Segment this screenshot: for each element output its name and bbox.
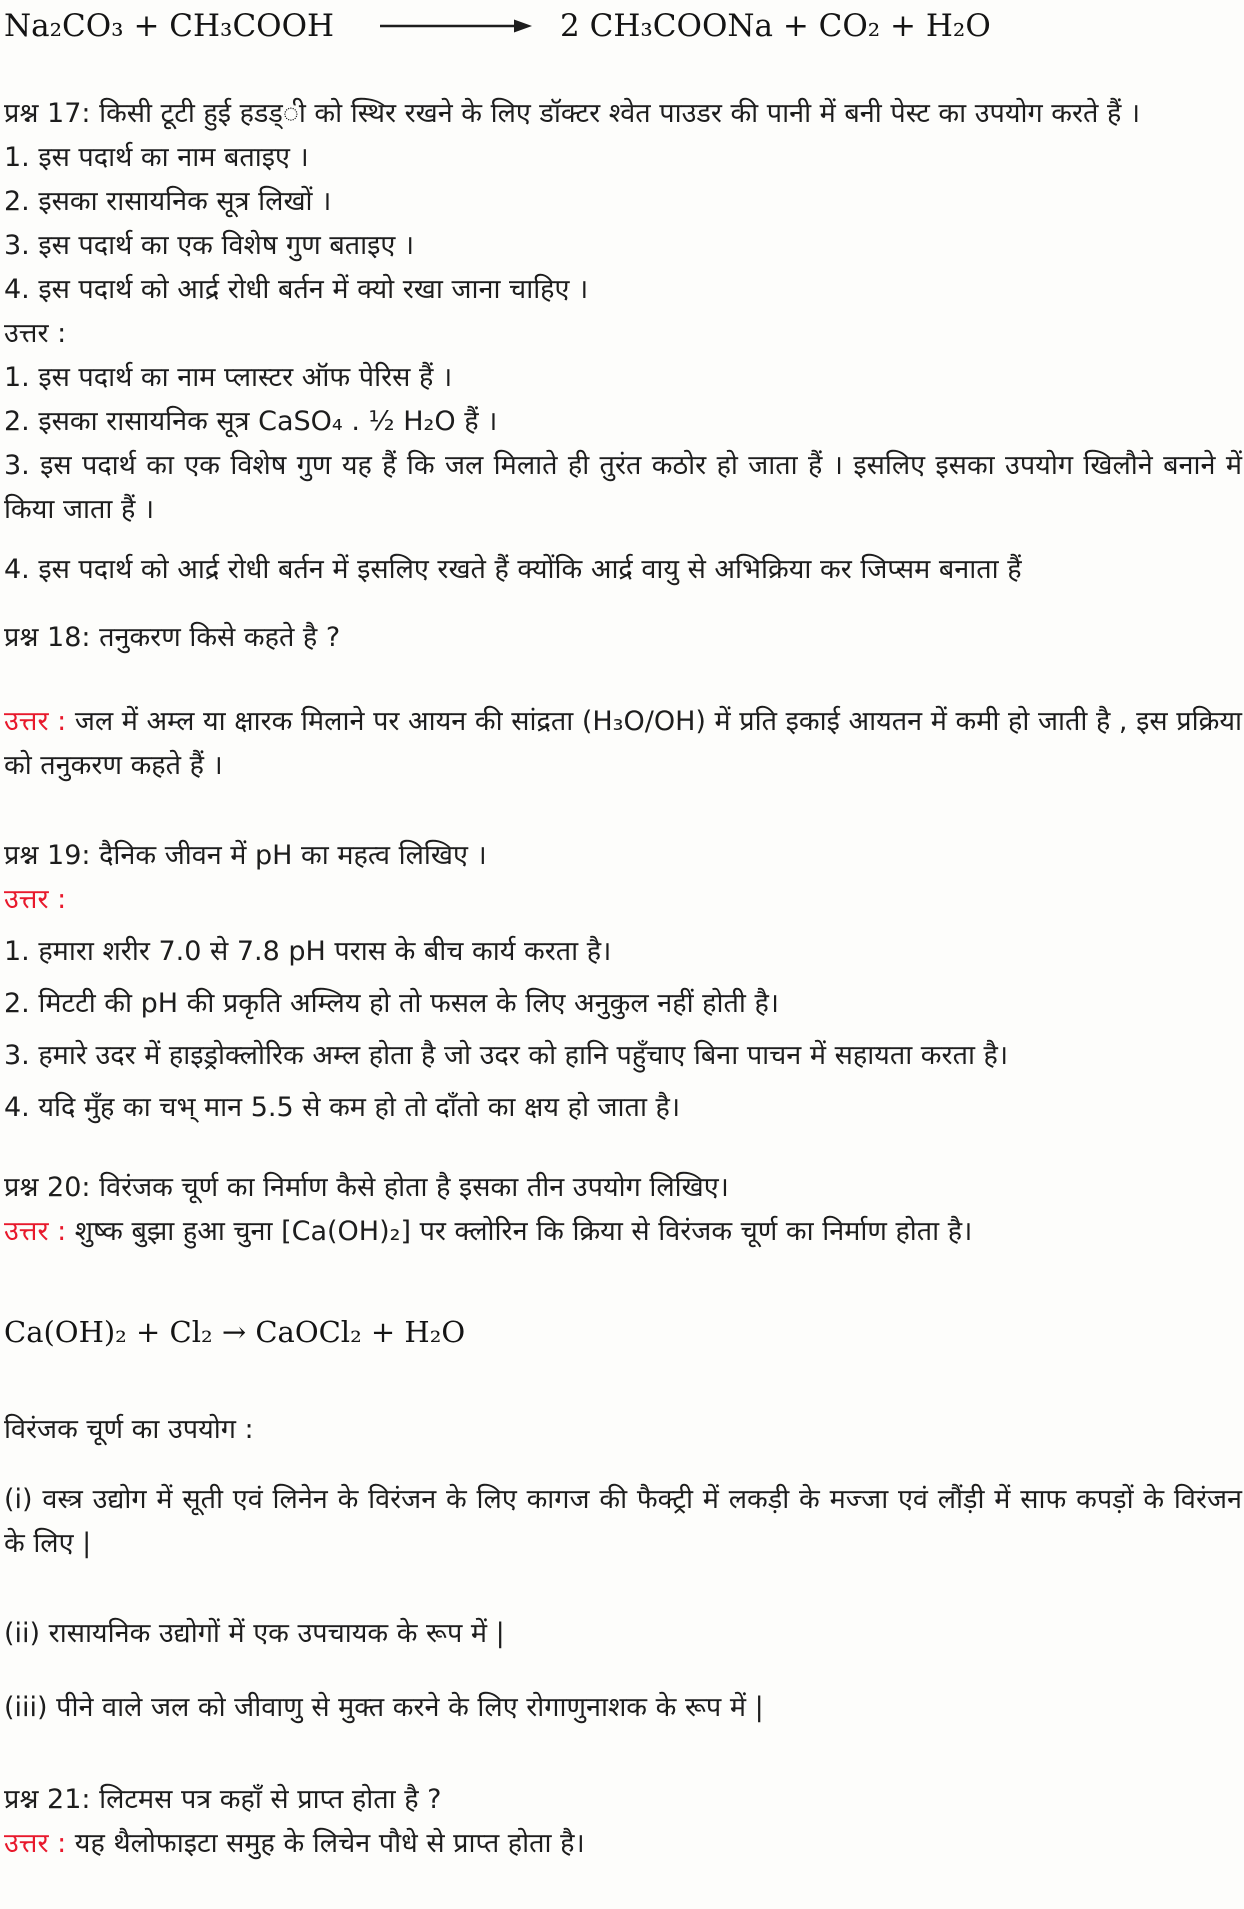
q19-point-1: 1. हमारा शरीर 7.0 से 7.8 pH परास के बीच कार्य करता है। xyxy=(4,936,612,967)
q19-point-4: 4. यदि मुँह का चभ् मान 5.5 से कम हो तो दाँतो का क्षय हो जाता है। xyxy=(4,1092,681,1123)
equation-lhs: Na₂CO₃ + CH₃COOH xyxy=(4,8,335,44)
question-21: प्रश्न 21: लिटमस पत्र कहाँ से प्राप्त होता है ? xyxy=(4,1784,442,1815)
reaction-arrow-icon xyxy=(380,18,532,34)
q18-answer xyxy=(4,700,1242,788)
q17-subquestion-1: 1. इस पदार्थ का नाम बताइए । xyxy=(4,142,309,173)
q17-answer-label xyxy=(4,312,1242,356)
chemical-equation-bleaching: Ca(OH)₂ + Cl₂ → CaOCl₂ + H₂O xyxy=(4,1315,466,1349)
q20-answer-text: शुष्क बुझा हुआ चुना [Ca(OH)₂] पर क्लोरिन कि क्रिया से विरंजक चूर्ण का निर्माण होता है। xyxy=(74,1216,973,1247)
answer-label-text: उत्तर : xyxy=(4,884,67,915)
answer-label-text: उत्तर : xyxy=(4,1828,67,1859)
equation-rhs: 2 CH₃COONa + CO₂ + H₂O xyxy=(560,8,991,44)
q17-subquestion-4: 4. इस पदार्थ को आर्द्र रोधी बर्तन में क्यो रखा जाना चाहिए । xyxy=(4,274,589,305)
q20-answer xyxy=(4,1210,1242,1254)
q19-point-3: 3. हमारे उदर में हाइड्रोक्लोरिक अम्ल होता है जो उदर को हानि पहुँचाए बिना पाचन में सहायता करता है। xyxy=(4,1040,1009,1071)
q21-answer-text: यह थैलोफाइटा समुह के लिचेन पौधे से प्राप्त होता है। xyxy=(74,1828,585,1859)
chemical-equation-top xyxy=(4,6,1242,46)
question-20: प्रश्न 20: विरंजक चूर्ण का निर्माण कैसे होता है इसका तीन उपयोग लिखिए। xyxy=(4,1172,729,1203)
q17-subquestion-2: 2. इसका रासायनिक सूत्र लिखों । xyxy=(4,186,332,217)
q17-answer-1: 1. इस पदार्थ का नाम प्लास्टर ऑफ पेरिस हैं । xyxy=(4,362,453,393)
question-18: प्रश्न 18: तनुकरण किसे कहते है ? xyxy=(4,622,341,653)
q17-answer-2: 2. इसका रासायनिक सूत्र CaSO₄ . ½ H₂O हैं । xyxy=(4,406,498,437)
q21-answer xyxy=(4,1822,1242,1866)
q19-point-2: 2. मिटटी की pH की प्रकृति अम्लिय हो तो फसल के लिए अनुकुल नहीं होती है। xyxy=(4,988,780,1019)
q20-use-2: (ii) रासायनिक उद्योगों में एक उपचायक के रूप में | xyxy=(4,1618,505,1649)
q17-answer-4: 4. इस पदार्थ को आर्द्र रोधी बर्तन में इसलिए रखते हैं क्योंकि आर्द्र वायु से अभिक्रिया कर जिप्सम बनाता हैं xyxy=(4,554,1022,585)
answer-label-text: उत्तर : xyxy=(4,706,67,737)
question-19: प्रश्न 19: दैनिक जीवन में pH का महत्व लिखिए । xyxy=(4,840,487,871)
q20-use-1: (i) वस्त्र उद्योग में सूती एवं लिनेन के विरंजन के लिए कागज की फैक्ट्री में लकड़ी के मज्जा एवं लौंड़ी में साफ कपड़ों के विरंजन के लिए | xyxy=(4,1484,1242,1559)
q18-answer-text: जल में अम्ल या क्षारक मिलाने पर आयन की सांद्रता (H₃O/OH) में प्रति इकाई आयतन में कमी हो जाती है , इस प्रक्रिया को तनुकरण कहते हैं । xyxy=(4,706,1242,781)
q17-subquestion-3: 3. इस पदार्थ का एक विशेष गुण बताइए । xyxy=(4,230,415,261)
answer-label-text: उत्तर : xyxy=(4,318,67,349)
q20-uses-heading: विरंजक चूर्ण का उपयोग : xyxy=(4,1414,254,1445)
question-17: प्रश्न 17: किसी टूटी हुई हडड्ी को स्थिर रखने के लिए डॉक्टर श्वेत पाउडर की पानी में बनी पेस्ट का उपयोग करते हैं । xyxy=(4,98,1141,129)
q20-use-3: (iii) पीने वाले जल को जीवाणु से मुक्त करने के लिए रोगाणुनाशक के रूप में | xyxy=(4,1692,764,1723)
q17-answer-3: 3. इस पदार्थ का एक विशेष गुण यह हैं कि जल मिलाते ही तुरंत कठोर हो जाता हैं । इसलिए इसका उपयोग खिलौने बनाने में किया जाता हैं । xyxy=(4,450,1242,525)
q19-answer-label xyxy=(4,878,1242,922)
answer-label-text: उत्तर : xyxy=(4,1216,67,1247)
